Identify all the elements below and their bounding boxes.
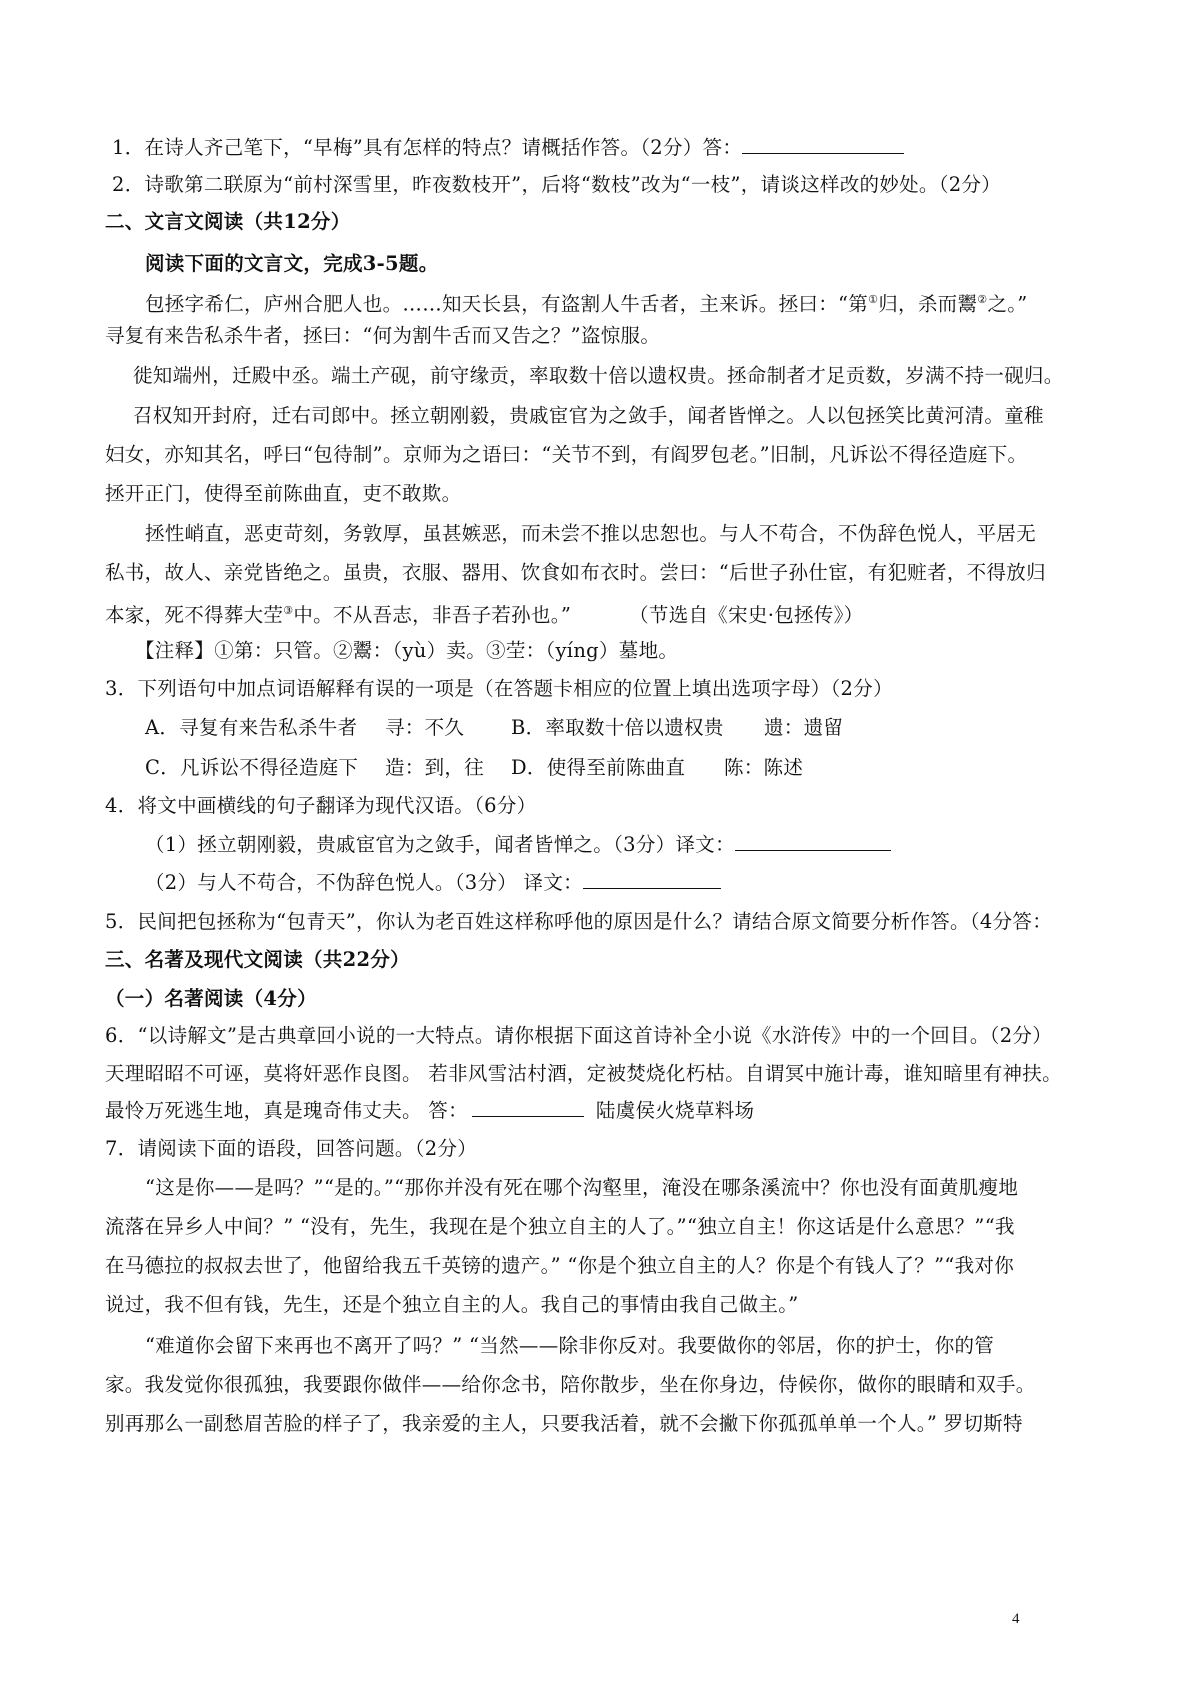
question-7-p1-line4: 说过，我不但有钱，先生，还是个独立自主的人。我自己的事情由我自己做主。” <box>105 1293 799 1316</box>
question-1-text: 1．在诗人齐己笔下，“早梅”具有怎样的特点？请概括作答。（2分）答： <box>112 136 743 159</box>
option-a-gloss: 寻：不久 <box>385 716 465 739</box>
question-4-sub1 <box>145 832 891 858</box>
question-7-p1-line3: 在马德拉的叔叔去世了，他留给我五千英镑的遗产。” “你是个独立自主的人？你是个有钱人了？”“我对你 <box>105 1254 1015 1277</box>
section-2-heading: 二、文言文阅读（共12分） <box>105 210 351 233</box>
answer-blank-q6[interactable] <box>472 1098 584 1117</box>
question-3-stem: 3．下列语句中加点词语解释有误的一项是（在答题卡相应的位置上填出选项字母）（2分） <box>105 677 893 700</box>
passage-text: 包拯字希仁，庐州合肥人也。……知天长县，有盗割人牛舌者，主来诉。拯曰：“第 <box>145 292 869 316</box>
passage-p3-line3: 拯开正门，使得至前陈曲直，吏不敢欺。 <box>105 482 462 505</box>
question-4-stem: 4．将文中画横线的句子翻译为现代汉语。（6分） <box>105 794 537 817</box>
question-7-p2-line3: 别再那么一副愁眉苦脸的样子了，我亲爱的主人，只要我活着，就不会撇下你孤孤单单一个人。” 罗切斯特 <box>105 1412 1023 1435</box>
question-6-hui-title: 陆虞侯火烧草料场 <box>595 1099 755 1122</box>
passage-p4-line1: 拯性峭直，恶吏苛刻，务敦厚，虽甚嫉恶，而未尝不推以忠恕也。与人不苟合，不伪辞色悦人，平居无 <box>145 522 1037 545</box>
question-3-row1 <box>145 715 843 741</box>
question-4-sub1-text: （1）拯立朝刚毅，贵戚宦官为之敛手，闻者皆惮之。（3分）译文： <box>145 833 735 856</box>
option-a[interactable]: A．寻复有来告私杀牛者 <box>145 716 358 739</box>
passage-p2: 徙知端州，迁殿中丞。端土产砚，前守缘贡，率取数十倍以遗权贵。拯命制者才足贡数，岁满不持一砚归。 <box>133 364 1064 387</box>
question-1 <box>112 135 904 161</box>
passage-text: 之。” <box>987 292 1028 316</box>
footnote-marker: ① <box>868 293 879 306</box>
passage-p3-line1: 召权知开封府，迁右司郎中。拯立朝刚毅，贵戚宦官为之敛手，闻者皆惮之。人以包拯笑比黄河清。童稚 <box>133 404 1044 427</box>
question-6-line1: 6．“以诗解文”是古典章回小说的一大特点。请你根据下面这首诗补全小说《水浒传》中的一个回目。（2分） <box>105 1024 1053 1047</box>
question-5: 5．民间把包拯称为“包青天”，你认为老百姓这样称呼他的原因是什么？请结合原文简要分析作答。（4分答： <box>105 910 1053 933</box>
page-number: 4 <box>1012 1611 1020 1627</box>
question-7-p1-line2: 流落在异乡人中间？” “没有，先生，我现在是个独立自主的人了。”“独立自主！你这话是什么意思？”“我 <box>105 1215 1015 1238</box>
section-3-sub1: （一）名著阅读（4分） <box>105 987 317 1010</box>
passage-source: （节选自《宋史·包拯传》） <box>629 603 864 627</box>
answer-blank-q4-1[interactable] <box>735 832 891 851</box>
option-c-gloss: 造：到，往 <box>385 756 485 779</box>
question-3-row2 <box>145 755 803 781</box>
option-b[interactable]: B．率取数十倍以遗权贵 <box>511 716 724 739</box>
passage-p1-line2: 寻复有来告私杀牛者，拯曰：“何为割牛舌而又告之？”盗惊服。 <box>105 324 661 347</box>
passage-p4-line2: 私书，故人、亲党皆绝之。虽贵，衣服、器用、饮食如布衣时。尝曰：“后世子孙仕宦，有犯赃者，不得放归 <box>105 561 1046 584</box>
answer-blank-q4-2[interactable] <box>583 870 721 889</box>
footnote-marker: ② <box>977 293 988 306</box>
option-d-gloss: 陈：陈述 <box>724 756 804 779</box>
question-7-stem: 7．请阅读下面的语段，回答问题。（2分） <box>105 1137 478 1160</box>
section-3-heading: 三、名著及现代文阅读（共22分） <box>105 948 410 971</box>
question-7-p2-line1: “难道你会留下来再也不离开了吗？” “当然——除非你反对。我要做你的邻居，你的护士，你的管 <box>145 1334 995 1357</box>
footnote-marker: ③ <box>283 604 294 617</box>
passage-p1-line1 <box>145 287 1028 318</box>
answer-blank-q1[interactable] <box>742 135 904 154</box>
passage-text: 中。不从吾志，非吾子若孙也。” <box>293 603 572 627</box>
question-4-sub2-text: （2）与人不苟合，不伪辞色悦人。（3分） 译文： <box>145 871 583 894</box>
option-d[interactable]: D．使得至前陈曲直 <box>511 756 686 779</box>
question-7-p2-line2: 家。我发觉你很孤独，我要跟你做伴——给你念书，陪你散步，坐在你身边，侍候你，做你的眼睛和双手。 <box>105 1373 1036 1396</box>
annotation-notes: 【注释】①第：只管。②鬻：（yù）卖。③茔：（yíng）墓地。 <box>135 639 679 662</box>
option-b-gloss: 遗：遗留 <box>764 716 844 739</box>
passage-text: 本家，死不得葬大茔 <box>105 603 284 627</box>
question-6-line3 <box>105 1098 754 1124</box>
question-4-sub2 <box>145 870 721 896</box>
passage-p4-line3 <box>105 598 863 629</box>
question-2: 2．诗歌第二联原为“前村深雪里，昨夜数枝开”，后将“数枝”改为“一枝”，请谈这样改的妙处。（2分） <box>112 173 1002 196</box>
passage-p3-line2: 妇女，亦知其名，呼曰“包待制”。京师为之语曰：“关节不到，有阎罗包老。”旧制，凡诉讼不得径造庭下。 <box>105 443 1028 466</box>
option-c[interactable]: C．凡诉讼不得径造庭下 <box>145 756 359 779</box>
section-2-instruction: 阅读下面的文言文，完成3-5题。 <box>145 252 439 275</box>
question-7-p1-line1: “这是你——是吗？”“是的。”“那你并没有死在哪个沟壑里，淹没在哪条溪流中？你也没有面黄肌瘦地 <box>145 1176 1019 1199</box>
passage-text: 归，杀而鬻 <box>878 292 978 316</box>
question-6-answer-label: 最怜万死逃生地，真是瑰奇伟丈夫。 答： <box>105 1099 468 1122</box>
question-6-poem: 天理昭昭不可诬，莫将奸恶作良图。 若非风雪沽村酒，定被焚烧化朽枯。自谓冥中施计毒，谁知暗里有神扶。 <box>105 1062 1062 1085</box>
